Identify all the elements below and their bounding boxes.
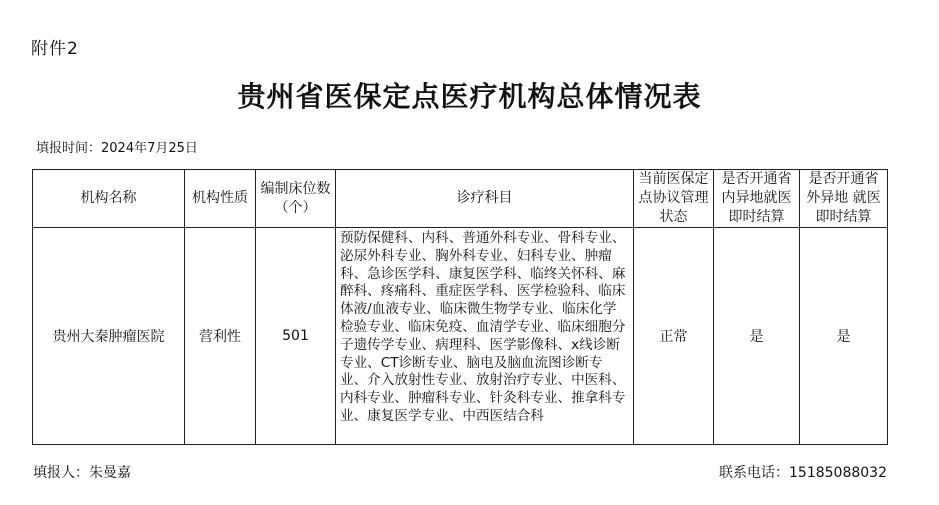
contact-phone: 联系电话：15185088032: [719, 465, 887, 481]
table-header-row: [33, 170, 888, 228]
cell-in-province: 是: [714, 228, 800, 445]
col-header-out-province: 是否开通省外异地 就医即时结算: [800, 170, 888, 228]
fill-date: 填报时间：2024年7月25日: [36, 141, 198, 156]
col-header-scope: 诊疗科目: [336, 170, 634, 228]
cell-out-province: 是: [800, 228, 888, 445]
page-title: 贵州省医保定点医疗机构总体情况表: [237, 80, 702, 113]
col-header-nature: 机构性质: [185, 170, 256, 228]
col-header-status: 当前医保定点协议管理状态: [634, 170, 714, 228]
attachment-label: 附件2: [31, 39, 79, 59]
cell-name: 贵州大秦肿瘤医院: [33, 228, 185, 445]
cell-nature: 营利性: [185, 228, 256, 445]
table-row: [33, 228, 888, 445]
cell-scope: 预防保健科、内科、普通外科专业、骨科专业、泌尿外科专业、胸外科专业、妇科专业、肿瘤科、急诊医学科、康复医学科、临终关怀科、麻醉科、疼痛科、重症医学科、医学检验科、临床体液/血液专业、临床微生物学专业、临床化学检验专业、临床免疫、血清学专业、临床细胞分子遗传学专业、病理科、医学影像科、x线诊断专业、CT诊断专业、脑电及脑血流图诊断专业、介入放射性专业、放射治疗专业、中医科、内科专业、肿瘤科专业、针灸科专业、推拿科专业、康复医学专业、中西医结合科: [336, 228, 634, 445]
institution-table: [32, 169, 888, 445]
col-header-name: 机构名称: [33, 170, 185, 228]
col-header-in-province: 是否开通省内异地就医即时结算: [714, 170, 800, 228]
filler-name: 填报人：朱曼嘉: [33, 465, 131, 481]
cell-status: 正常: [634, 228, 714, 445]
cell-beds: 501: [256, 228, 336, 445]
col-header-beds: 编制床位数（个）: [256, 170, 336, 228]
